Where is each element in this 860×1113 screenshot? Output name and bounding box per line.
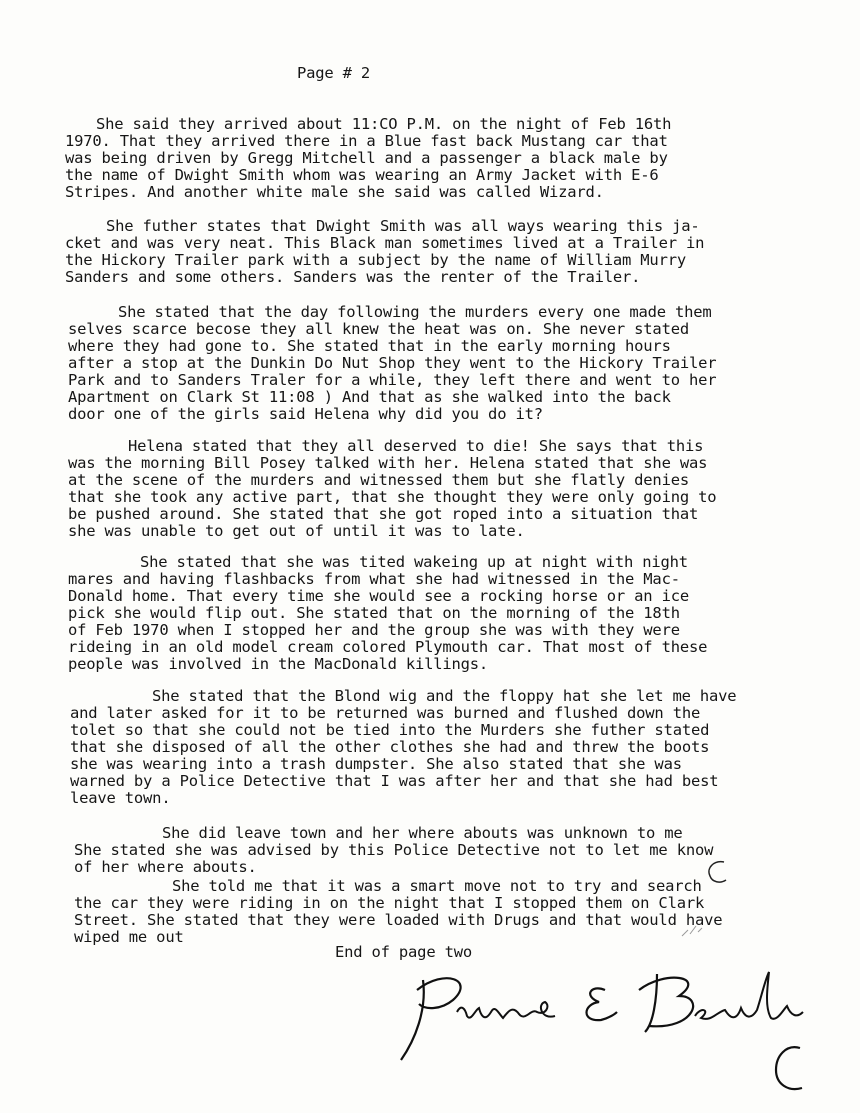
text-line: where they had gone to. She stated that in the early morning hours (68, 337, 671, 355)
text-line: was the morning Bill Posey talked with her. Helena stated that she was (68, 454, 708, 472)
text-line: was being driven by Gregg Mitchell and a passenger a black male by (65, 149, 668, 167)
text-line: door one of the girls said Helena why did you do it? (68, 405, 543, 423)
text-line: the car they were riding in on the night that I stopped them on Clark (74, 894, 705, 912)
text-line: pick she would flip out. She stated that on the morning of the 18th (68, 604, 680, 622)
text-line: she was unable to get out of until it was to late. (68, 522, 525, 540)
text-line: of Feb 1970 when I stopped her and the group she was with they were (68, 621, 680, 639)
end-of-page-note: End of page two (335, 943, 472, 961)
text-line: Street. She stated that they were loaded with Drugs and that would have (74, 911, 723, 929)
text-line: She said they arrived about 11:CO P.M. on the night of Feb 16th (96, 115, 672, 133)
text-line: and later asked for it to be returned was burned and flushed down the (70, 704, 701, 722)
text-line: leave town. (70, 789, 171, 807)
text-line: people was involved in the MacDonald killings. (68, 655, 489, 673)
text-line: that she disposed of all the other clothes she had and threw the boots (70, 738, 710, 756)
text-line: be pushed around. She stated that she got roped into a situation that (68, 505, 699, 523)
text-line: 1970. That they arrived there in a Blue fast back Mustang car that (65, 132, 668, 150)
text-line: she was wearing into a trash dumpster. She also stated that she was (70, 755, 682, 773)
text-line: rideing in an old model cream colored Plymouth car. That most of these (68, 638, 708, 656)
text-line: at the scene of the murders and witnessed them but she flatly denies (68, 471, 689, 489)
text-line: the name of Dwight Smith whom was wearing an Army Jacket with E-6 (65, 166, 659, 184)
text-line: the Hickory Trailer park with a subject by the name of William Murry (65, 251, 686, 269)
text-line: warned by a Police Detective that I was after her and that she had best (70, 772, 719, 790)
text-line: Park and to Sanders Traler for a while, they left there and went to her (68, 371, 717, 389)
text-line: Apartment on Clark St 11:08 ) And that as she walked into the back (68, 388, 671, 406)
text-line: Sanders and some others. Sanders was the renter of the Trailer. (65, 268, 641, 286)
text-line: Stripes. And another white male she said was called Wizard. (65, 183, 604, 201)
page-header: Page # 2 (297, 64, 371, 82)
handwritten-initial-mark (768, 1040, 808, 1095)
text-line: She stated that she was tited wakeing up at night with night (140, 553, 688, 571)
text-line: She stated that the day following the murders every one made them (118, 303, 712, 321)
text-line: after a stop at the Dunkin Do Nut Shop they went to the Hickory Trailer (68, 354, 717, 372)
text-line: mares and having flashbacks from what she had witnessed in the Mac- (68, 570, 680, 588)
text-line: of her where abouts. (74, 858, 257, 876)
text-line: She stated she was advised by this Police Detective not to let me know (74, 841, 714, 859)
pen-mark (700, 858, 730, 888)
text-line: She told me that it was a smart move not to try and search (172, 877, 702, 895)
text-line: wiped me out (74, 928, 184, 946)
text-line: Donald home. That every time she would see a rocking horse or an ice (68, 587, 689, 605)
text-line: She futher states that Dwight Smith was all ways wearing this ja- (106, 217, 700, 235)
text-line: She did leave town and her where abouts was unknown to me (162, 824, 683, 842)
text-line: tolet so that she could not be tied into the Murders she futher stated (70, 721, 710, 739)
text-line: She stated that the Blond wig and the floppy hat she let me have (152, 687, 737, 705)
stray-marks (678, 920, 708, 940)
handwritten-signature (395, 960, 815, 1070)
text-line: selves scarce becose they all knew the heat was on. She never stated (68, 320, 689, 338)
text-line: Helena stated that they all deserved to die! She says that this (128, 437, 704, 455)
text-line: that she took any active part, that she thought they were only going to (68, 488, 717, 506)
text-line: cket and was very neat. This Black man sometimes lived at a Trailer in (65, 234, 705, 252)
